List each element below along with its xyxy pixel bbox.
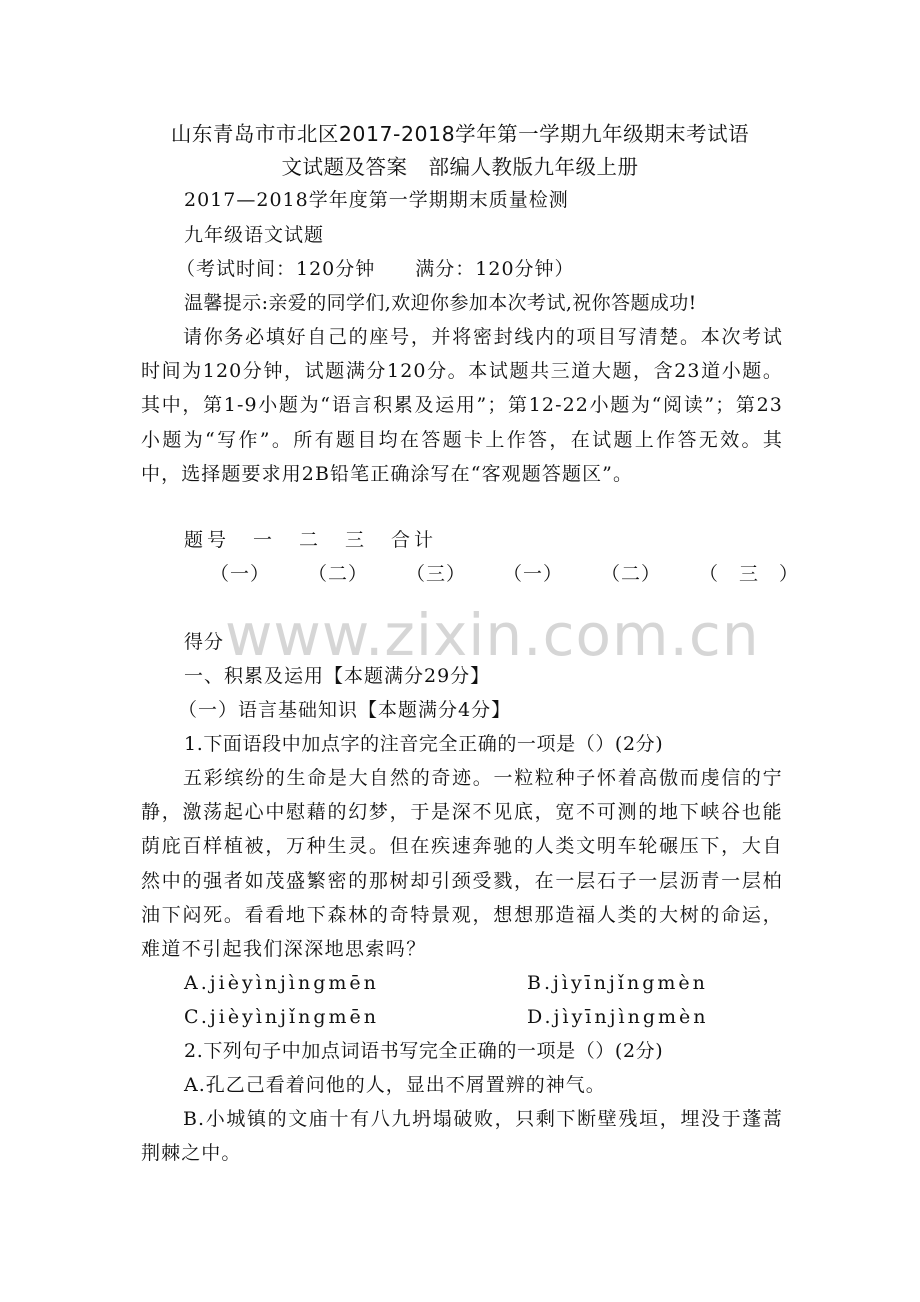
document-title-line1: 山东青岛市市北区2017-2018学年第一学期九年级期末考试语 [170, 122, 750, 146]
score-subheader: （一） [503, 563, 564, 585]
exam-instructions: 请你务必填好自己的座号，并将密封线内的项目写清楚。本次考试时间为120分钟，试题满分120分。本试题共三道大题，含23道小题。其中，第1-9小题为“语言积累及运用”；第12-22小题为“阅读”；第23小题为“写作”。所有题目均在答题卡上作答，在试题上作答无效。其中，选择题要求用2B铅笔正确涂写在“客观题答题区”。 [141, 326, 783, 485]
section1-sub1-heading: （一）语言基础知识【本题满分4分】 [178, 699, 512, 721]
q2-option-b: B.小城镇的文庙十有八九坍塌破败，只剩下断壁残垣，埋没于蓬蒿荆棘之中。 [141, 1108, 783, 1165]
score-subheader: （二） [308, 563, 369, 585]
exam-time: （考试时间：120分钟 满分：120分钟） [176, 258, 575, 280]
q1-option-a: A.jièyìnjìngmēn [184, 972, 379, 994]
score-label: 得分 [184, 631, 225, 653]
score-subheader: （三） [406, 563, 467, 585]
score-subheader: （ 三 ） [699, 563, 800, 585]
score-subheader: （一） [210, 563, 271, 585]
score-subheader: （二） [601, 563, 662, 585]
section1-heading: 一、积累及运用【本题满分29分】 [184, 665, 491, 687]
score-table-header: 题号 一 二 三 合计 [184, 529, 438, 551]
watermark: www.zixin.com.cn [225, 601, 760, 669]
q1-option-b: B.jìyīnjǐngmèn [527, 972, 708, 994]
exam-subtitle: 2017—2018学年度第一学期期末质量检测 [184, 189, 569, 211]
exam-name: 九年级语文试题 [184, 224, 325, 246]
q2-stem: 2.下列句子中加点词语书写完全正确的一项是（）(2分) [184, 1040, 664, 1062]
q1-passage: 五彩缤纷的生命是大自然的奇迹。一粒粒种子怀着高傲而虔信的宁静，激荡起心中慰藉的幻梦，于是深不见底，宽不可测的地下峡谷也能荫庇百样植被，万种生灵。但在疾速奔驰的人类文明车轮碾压下，大自然中的强者如茂盛繁密的那树却引颈受戮，在一层石子一层沥青一层柏油下闷死。看看地下森林的奇特景观，想想那造福人类的大树的命运，难道不引起我们深深地思索吗？ [141, 767, 783, 961]
q1-stem: 1.下面语段中加点字的注音完全正确的一项是（）(2分) [184, 733, 664, 755]
q1-option-c: C.jièyìnjǐngmēn [184, 1006, 380, 1028]
q2-option-a: A.孔乙己看着问他的人，显出不屑置辨的神气。 [184, 1074, 606, 1096]
exam-tip: 温馨提示:亲爱的同学们,欢迎你参加本次考试,祝你答题成功! [184, 292, 697, 314]
q1-option-d: D.jìyīnjìngmèn [527, 1006, 709, 1028]
document-title-line2: 文试题及答案 部编人教版九年级上册 [281, 155, 639, 179]
